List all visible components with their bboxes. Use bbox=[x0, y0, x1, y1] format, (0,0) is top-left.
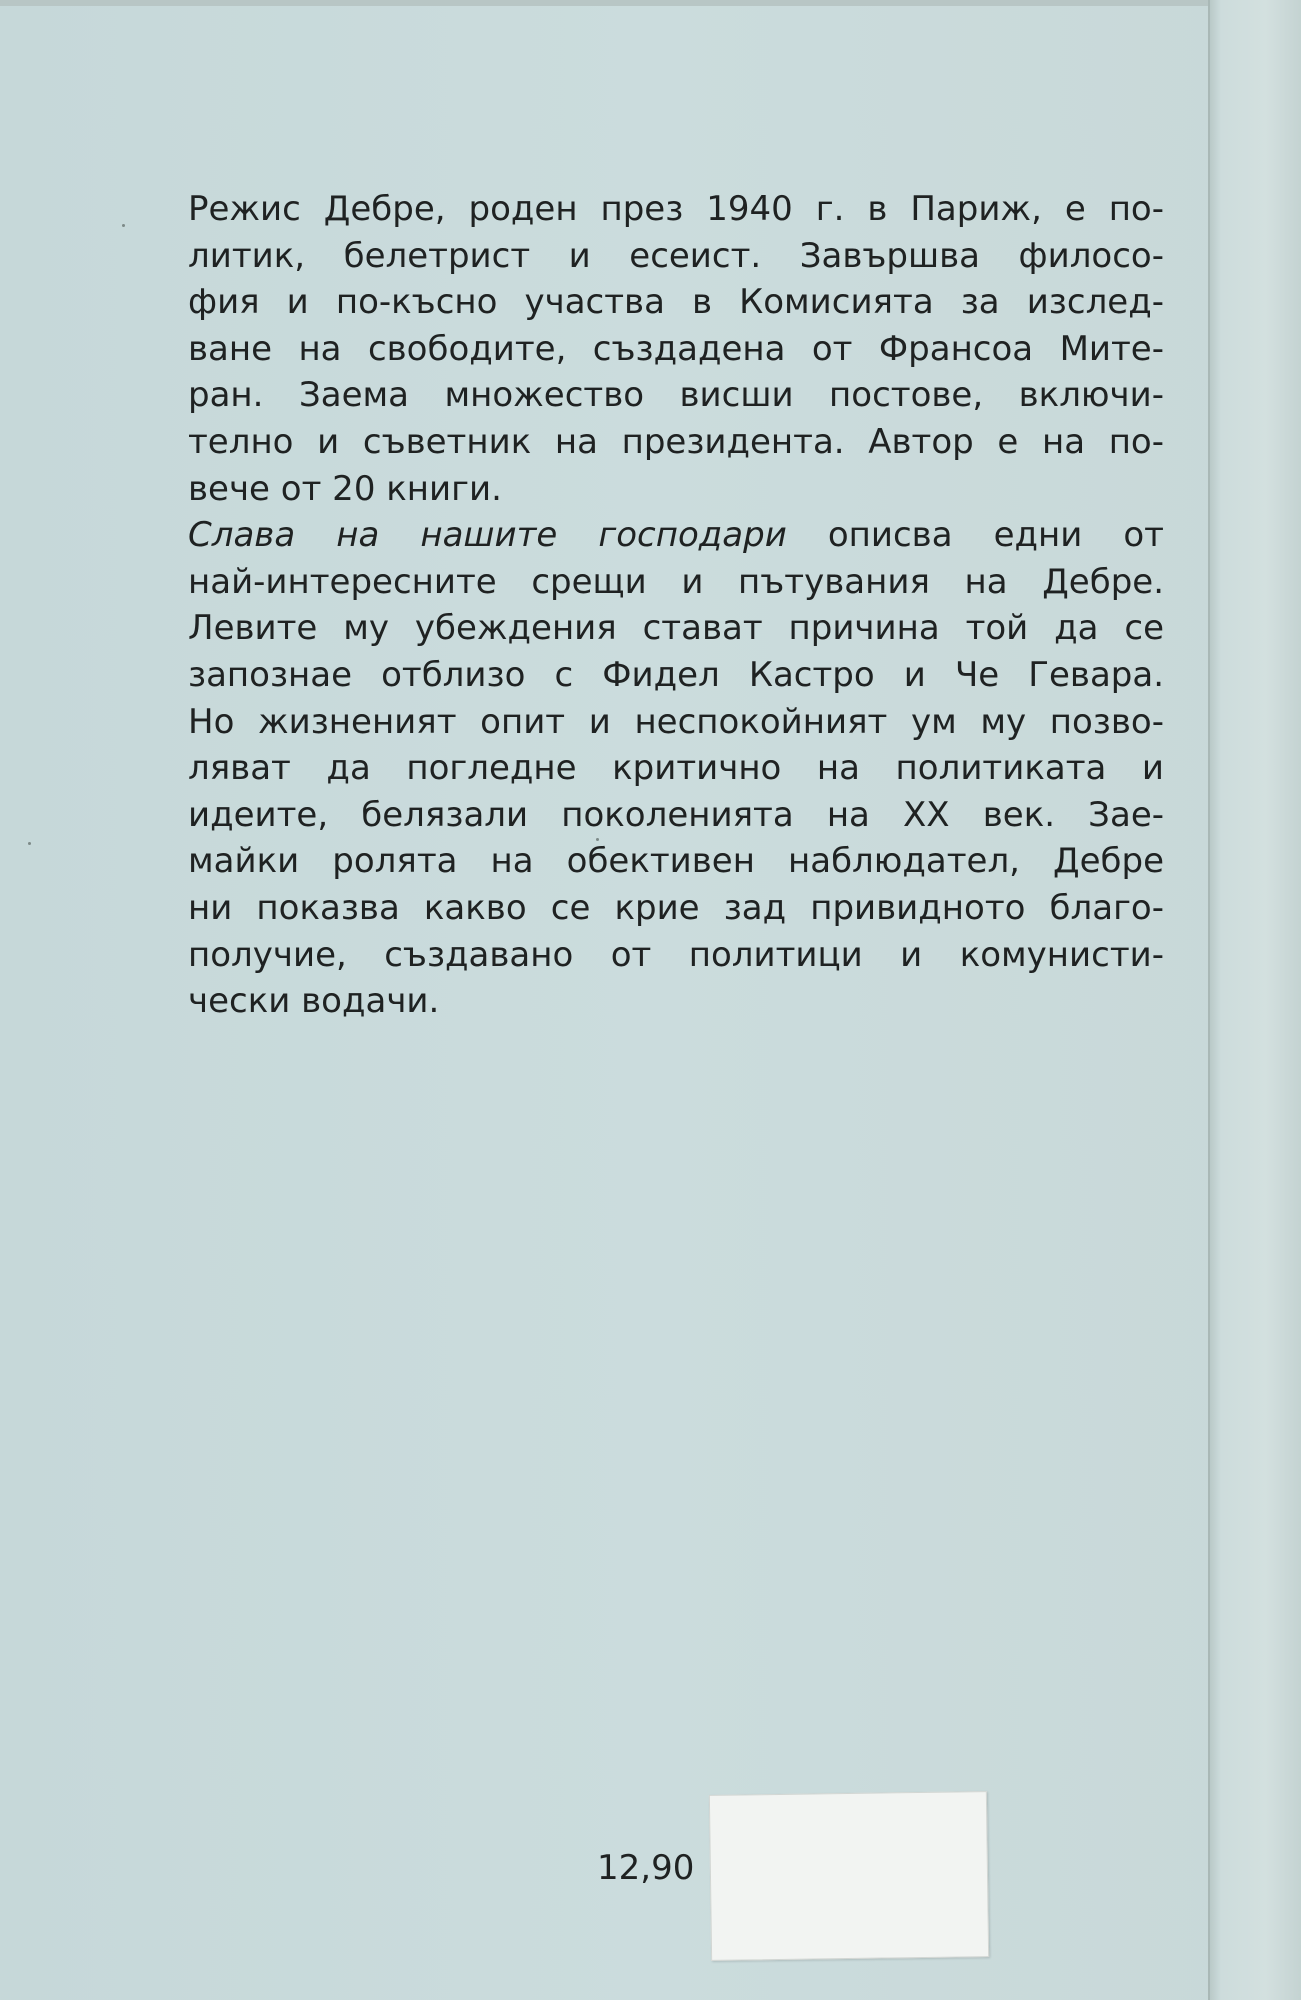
blurb-line-rest: описва едни от bbox=[786, 515, 1164, 556]
blurb-line: литик, белетрист и есеист. Завършва филосо- bbox=[188, 235, 1164, 276]
cover-spine-fold bbox=[1208, 0, 1301, 2000]
blurb-line: ляват да погледне критично на политиката и bbox=[188, 748, 1164, 789]
book-blurb bbox=[188, 186, 1164, 1025]
book-title: Слава на нашите господари bbox=[188, 515, 787, 556]
blurb-line: вече от 20 книги. bbox=[188, 468, 502, 509]
price-sticker bbox=[709, 1791, 989, 1961]
blurb-line: Но жизненият опит и неспокойният ум му позво- bbox=[188, 701, 1164, 742]
blurb-line: ване на свободите, създадена от Франсоа Мите- bbox=[188, 328, 1164, 369]
paper-speck bbox=[122, 224, 125, 227]
paper-speck bbox=[28, 842, 31, 845]
blurb-line: получие, създавано от политици и комунисти- bbox=[188, 934, 1164, 975]
blurb-line: ни показва какво се крие зад привидното благо- bbox=[188, 887, 1164, 928]
blurb-line: най-интересните срещи и пътувания на Дебре. bbox=[188, 561, 1164, 602]
blurb-line: чески водачи. bbox=[188, 981, 440, 1022]
blurb-line: ран. Заема множество висши постове, включи- bbox=[188, 375, 1164, 416]
blurb-line: идеите, белязали поколенията на XX век. Зае- bbox=[188, 794, 1164, 835]
blurb-line-title bbox=[188, 512, 1164, 559]
blurb-line: телно и съветник на президента. Автор е на по- bbox=[188, 421, 1164, 462]
blurb-line: Левите му убеждения стават причина той да се bbox=[188, 608, 1164, 649]
cover-top-edge bbox=[0, 0, 1301, 6]
blurb-line: Режис Дебре, роден през 1940 г. в Париж, е по- bbox=[188, 189, 1164, 229]
blurb-line: запознае отблизо с Фидел Кастро и Че Гевара. bbox=[188, 654, 1164, 695]
blurb-line: фия и по-късно участва в Комисията за изслед- bbox=[188, 282, 1164, 323]
price-label: 12,90 bbox=[597, 1848, 695, 1888]
blurb-line: майки ролята на обективен наблюдател, Дебре bbox=[188, 841, 1164, 882]
paper-speck bbox=[596, 838, 599, 841]
